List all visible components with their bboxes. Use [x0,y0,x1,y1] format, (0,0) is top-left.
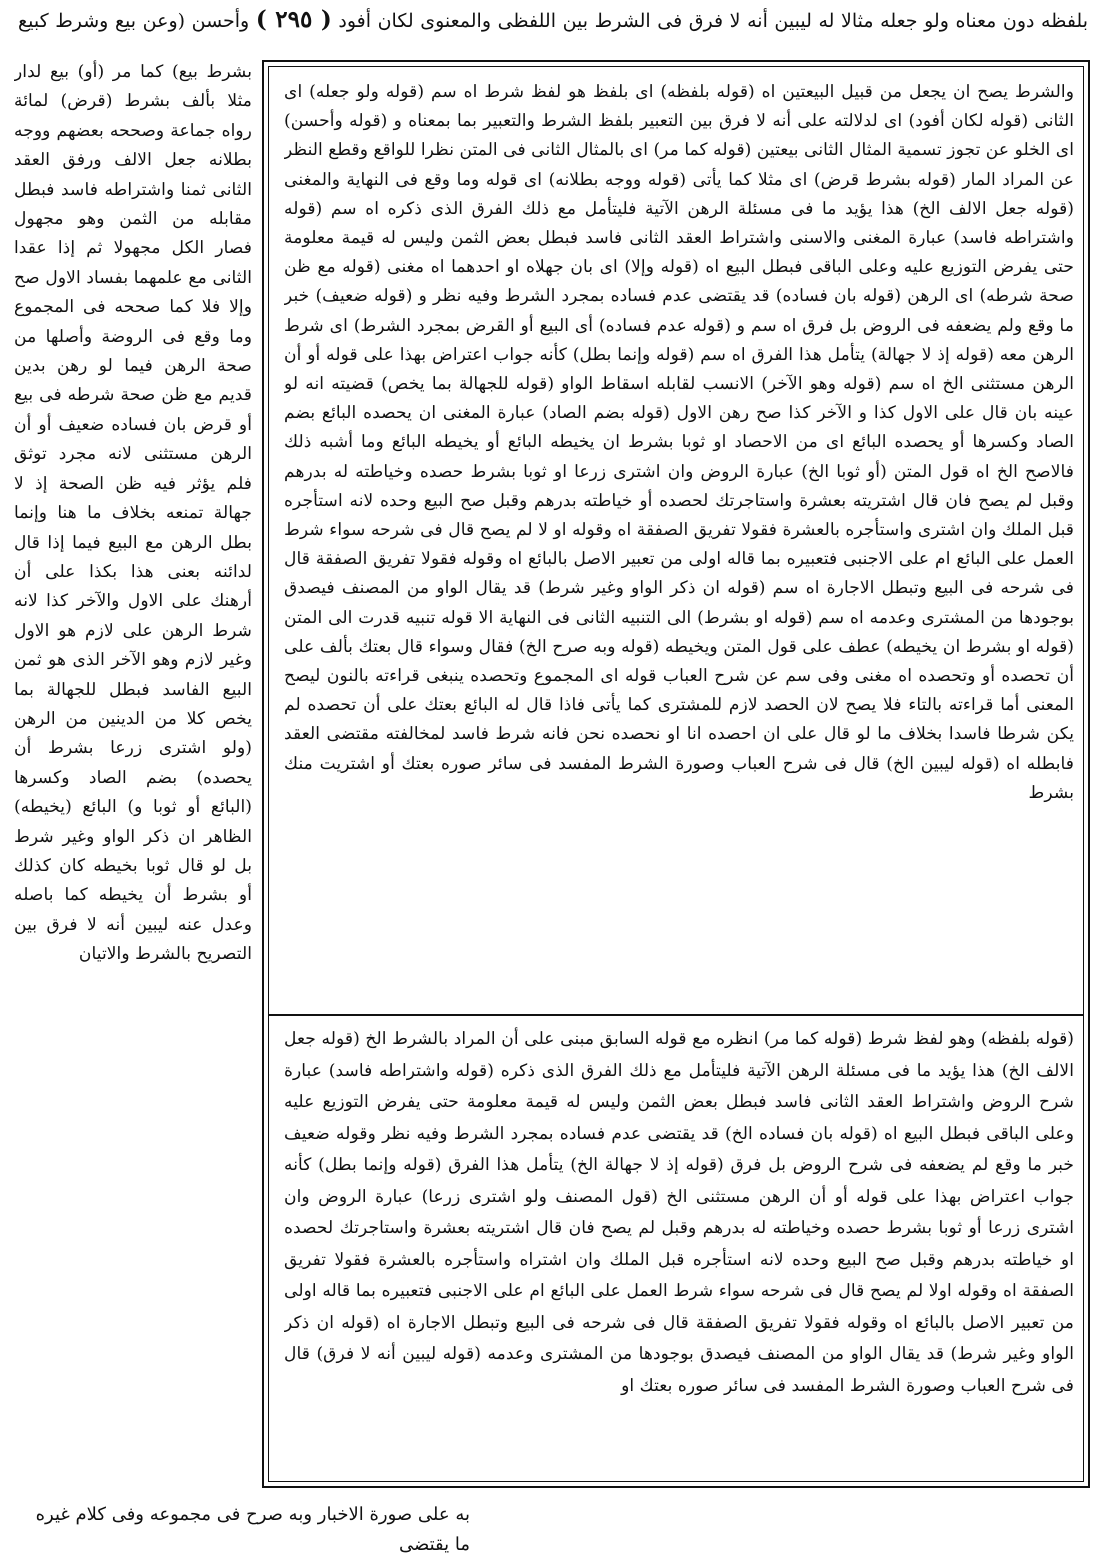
margin-main-text: بشرط بيع) كما مر (أو) بيع لدار مثلا بألف بشرط (قرض) لمائة رواه جماعة وصححه بعضهم ووجه بطلانه جعل الالف ورفق العقد الثانى ثمنا واشتراطه فاسد فبطل مقابله من الثمن وهو مجهول فصار الكل مجهولا ثم إذا عقدا الثانى مع علمهما بفساد الاول صح وإلا فلا كما صححه فى المجموع وما وقع فى الروضة وأصلها من صحة الرهن فيما لو رهن بدين قديم مع ظن صحة شرطه فى بيع أو قرض بان فساده ضعيف أو أن الرهن مستثنى لانه مجرد توثق فلم يؤثر فيه ظن الصحة إذ لا جهالة تمنعه بخلاف ما هنا وإنما بطل الرهن مع البيع فيما إذا قال لدائنه بعنى هذا بكذا على أن أرهنك على الاول والآخر كذا لانه شرط الرهن على لازم هو الاول وغير لازم وهو الآخر الذى هو ثمن البيع الفاسد فبطل للجهالة بما يخص كلا من الدينين من الرهن (ولو اشترى زرعا بشرط أن يحصده) بضم الصاد وكسرها (البائع أو ثوبا و) البائع (يخيطه) الظاهر ان ذكر الواو وغير شرط بل لو قال ثوبا بخيطه كان كذلك أو بشرط أن يخيطه كما باصله وعدل عنه ليبين أنه لا فرق بين التصريح بالشرط والاتيان [14,62,252,965]
footer-continuation-line: به على صورة الاخبار وبه صرح فى مجموعه وفى كلام غيره ما يقتضى [35,1504,470,1555]
commentary-block-lower: (قوله بلفظه) وهو لفظ شرط (قوله كما مر) انظره مع قوله السابق مبنى على أن المراد بالشرط الخ (قوله جعل الالف الخ) هذا يؤيد ما فى مسئلة الرهن الآتية فليتأمل مع ذلك الفرق الذى ذكره (قوله واشتراطه فاسد) عبارة شرح الروض واشتراط العقد الثانى فاسد فبطل بعض الثمن وليس له قيمة معلومة حتى يفرض التوزيع عليه وعلى الباقى فبطل البيع اه (قوله بان فساده الخ) قد يقتضى عدم فساده بمجرد الشرط وفيه نظر وقوله ضعيف خبر ما وقع لم يضعفه فى شرح الروض بل فرق (قوله إذ لا جهالة الخ) يتأمل هذا الفرق (قوله وإنما بطل) كأنه جواب اعتراض بهذا على قوله أو أن الرهن مستثنى الخ (قول المصنف ولو اشترى زرعا) عبارة الروض وان اشترى زرعا أو ثوبا بشرط حصده وخياطته له بدرهم وقبل لم يصح فان قال اشتريته بعشرة واستاجرتك لحصده او خياطته بدرهم وقبل صح البيع وحده لانه استأجره قبل الملك وان اشتراه واستأجره بالعشرة فقولا تفريق الصفقة اه وقوله اولا لم يصح قال فى شرحه سواء شرط العمل على البائع ام على الاجنبى فتعبيره بما قاله اولى من تعبير الاصل بالبائع اه وقوله فقولا تفريق الصفقة قال فى شرحه فى البيع وتبطل الاجارة اه (قوله ان ذكر الواو وغير شرط) قد يقال الواو من المصنف فيصدق بوجودها من المشترى وعدمه (قوله ليبين أنه لا فرق) قال فى شرح العباب وصورة الشرط المفسد فى سائر صوره بعتك او [284,1029,1074,1396]
page-number: ( ٢٩٥ ) [255,8,332,33]
running-header [18,8,1088,56]
header-left-text: وأحسن (وعن بيع وشرط كبيع [18,10,250,32]
header-right-text: بلفظه دون معناه ولو جعله مثالا له ليبين أنه لا فرق فى الشرط بين اللفظى والمعنوى لكان أفود [338,10,1088,32]
commentary-divider [268,1014,1084,1016]
commentary-block-upper: والشرط يصح ان يجعل من قبيل البيعتين اه (قوله بلفظه) اى بلفظ هو لفظ شرط اه سم (قوله ولو جعله) اى الثانى (قوله لكان أفود) اى لدلالته على أنه لا فرق بين التعبير بلفظ الشرط والتعبير بما بمعناه و (قوله وأحسن) اى الخلو عن تجوز تسمية المثال الثانى بيعتين (قوله كما مر) اى بالمثال الثانى فى المتن نظرا للواقع وقطع النظر عن المراد المار (قوله بشرط قرض) اى مثلا كما يأتى (قوله ووجه بطلانه) اى قوله وما وقع فى النهاية والمغنى (قوله جعل الالف الخ) هذا يؤيد ما فى مسئلة الرهن الآتية فليتأمل مع ذلك الفرق الذى ذكره اه سم (قوله واشتراطه فاسد) عبارة المغنى والاسنى واشتراط العقد الثانى فاسد فبطل بعض الثمن وليس له قيمة معلومة حتى يفرض التوزيع عليه وعلى الباقى فبطل البيع اه (قوله وإلا) اى بان جهلاه او احدهما اه مغنى (قوله مع ظن صحة شرطه) اى الرهن (قوله بان فساده) قد يقتضى عدم فساده بمجرد الشرط وفيه نظر و (قوله ضعيف) خبر ما وقع ولم يضعفه فى الروض بل فرق اه سم و (قوله عدم فساده) أى البيع أو القرض بمجرد الشرط) اى شرط الرهن معه (قوله إذ لا جهالة) يتأمل هذا الفرق اه سم (قوله وإنما بطل) كأنه جواب اعتراض بهذا على قوله أو أن الرهن مستثنى الخ اه سم (قوله وهو الآخر) الانسب لقابله اسقاط الواو (قوله للجهالة بما يخص) قضيته انه لو عينه بان قال على الاول كذا و الآخر كذا صح رهن الاول (قوله بضم الصاد) عبارة المغنى ان يحصده البائع بضم الصاد وكسرها أو يحصده البائع اى من الاحصاد او ثوبا بشرط ان يخيطه البائع أو يخيطه البائع وما أشبه ذلك فالاصح الخ اه قول المتن (أو ثوبا الخ) عبارة الروض وان اشترى زرعا او ثوبا بشرط حصده وخياطته له بدرهم وقبل لم يصح فان قال اشتريته بعشرة واستاجرتك لحصده أو خياطته بدرهم وقبل صح البيع وحده لانه استأجره قبل الملك وان اشترى واستأجره بالعشرة فقولا تفريق الصفقة اه وقوله او لا لم يصح قال فى شرحه سواء شرط العمل على البائع ام على الاجنبى فتعبيره بما قاله اولى من تعبير الاصل بالبائع اه وقوله فقولا تفريق الصفقة قال فى شرحه فى البيع وتبطل الاجارة اه سم (قوله ان ذكر الواو وغير شرط) قد يقال الواو من المصنف فيصدق بوجودها من المشترى وعدمه اه سم (قوله او بشرط) الى التنبيه الثانى فى النهاية الا قوله تنبيه قدرت الى المتن (قوله او بشرط ان يخيطه) عطف على قول المتن ويخيطه (قوله وبه صرح الخ) فقال وسواء قال بعتك بألف على أن تحصده أو وتحصده اه مغنى وفى سم عن شرح العباب قوله اى المجموع وتحصده ينبغى قراءته بالنون ليصح المعنى أما قراءته بالتاء فلا يصح لان الحصد لازم للمشترى كما يأتى فاذا قال له البائع بعتك على أن تحصده لم يكن شرطا فاسدا بخلاف ما لو قال على ان احصده انا او نحصده نحن فانه شرط فاسد لمخالفته مقتضى العقد فابطله اه (قوله ليبين الخ) قال فى شرح العباب وصورة الشرط المفسد فى سائر صوره بعتك أو اشتريت منك بشرط [284,82,1074,803]
